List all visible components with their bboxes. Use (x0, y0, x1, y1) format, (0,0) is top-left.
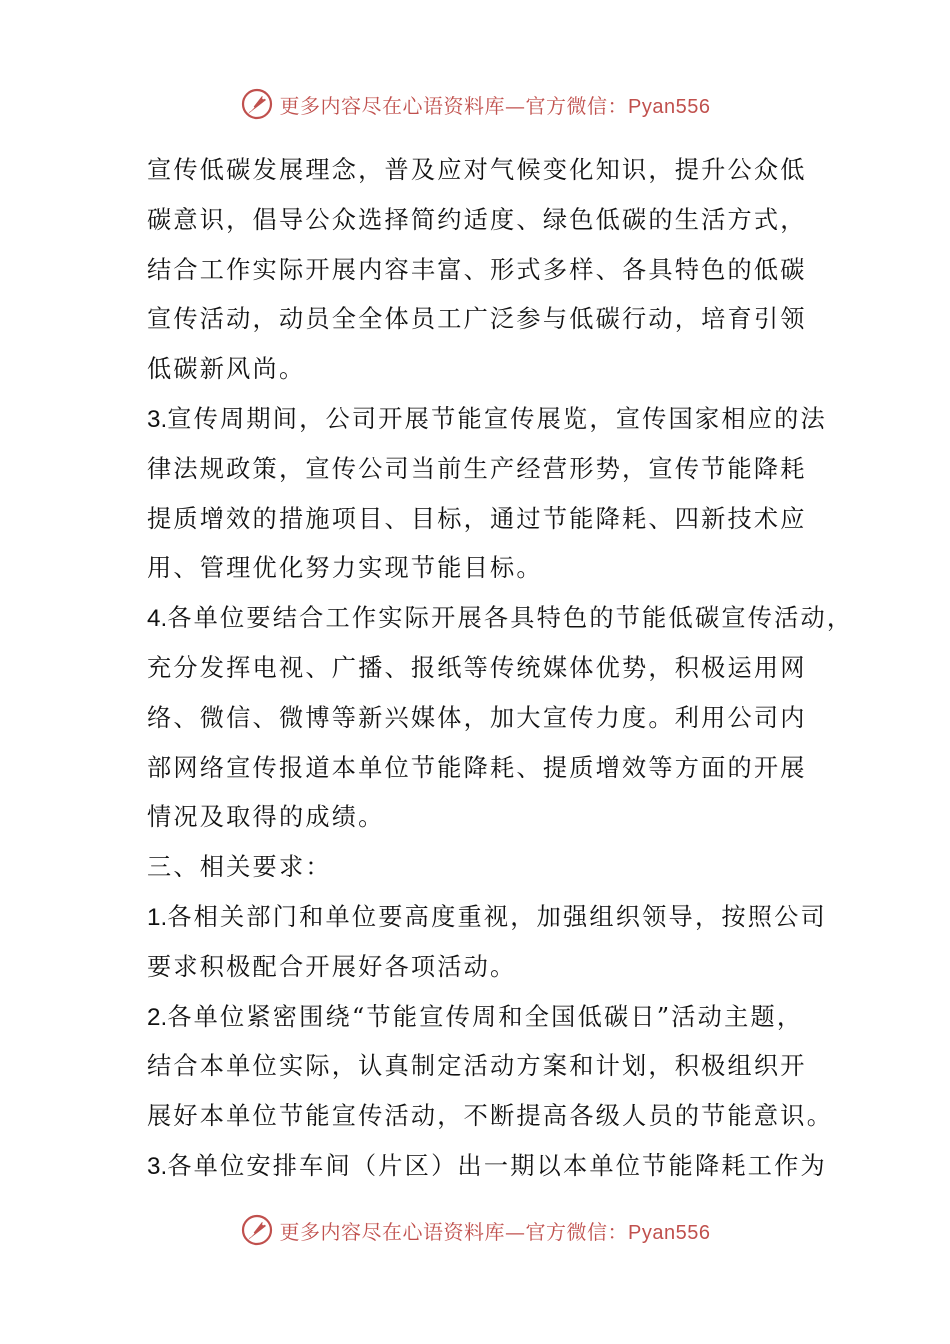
line-text: 结合工作实际开展内容丰富、形式多样、各具特色的低碳 (147, 255, 807, 284)
line-text: 各单位紧密围绕“节能宣传周和全国低碳日”活动主题， (167, 1002, 804, 1031)
paragraph-line (147, 246, 807, 296)
header-banner-text: 更多内容尽在心语资料库—官方微信：Pyan556 (279, 93, 711, 118)
list-number: 2. (147, 1003, 168, 1031)
list-number: 3. (147, 1152, 168, 1180)
pen-nib-logo-icon (240, 87, 274, 121)
line-text: 碳意识，倡导公众选择简约适度、绿色低碳的生活方式， (147, 205, 807, 234)
paragraph-line (147, 146, 807, 196)
line-text: 用、管理优化努力实现节能目标。 (147, 554, 543, 583)
paragraph-line (147, 793, 807, 843)
list-number: 3. (147, 405, 168, 433)
paragraph-line (147, 893, 827, 943)
line-text: 充分发挥电视、广播、报纸等传统媒体优势，积极运用网 (147, 653, 807, 682)
line-text: 各相关部门和单位要高度重视，加强组织领导，按照公司 (167, 902, 827, 931)
line-text: 要求积极配合开展好各项活动。 (147, 952, 517, 981)
line-text: 宣传活动，动员全全体员工广泛参与低碳行动，培育引领 (147, 305, 807, 334)
line-text: 展好本单位节能宣传活动，不断提高各级人员的节能意识。 (147, 1102, 834, 1131)
document-body (147, 146, 854, 1192)
paragraph-line (147, 1042, 807, 1092)
line-text: 结合本单位实际，认真制定活动方案和计划，积极组织开 (147, 1052, 807, 1081)
line-text: 三、相关要求： (147, 853, 332, 882)
paragraph-line (147, 395, 827, 445)
paragraph-line (147, 345, 807, 395)
paragraph-line (147, 495, 807, 545)
line-text: 低碳新风尚。 (147, 355, 306, 384)
paragraph-line (147, 1142, 827, 1192)
pen-nib-logo-icon (240, 1213, 274, 1247)
paragraph-line (147, 196, 807, 246)
line-text: 各单位要结合工作实际开展各具特色的节能低碳宣传活动， (167, 604, 854, 633)
line-text: 各单位安排车间（片区）出一期以本单位节能降耗工作为 (167, 1151, 827, 1180)
header-banner (0, 84, 950, 124)
footer-banner (0, 1210, 950, 1250)
footer-banner-text: 更多内容尽在心语资料库—官方微信：Pyan556 (279, 1219, 711, 1244)
paragraph-line (147, 744, 807, 794)
paragraph-line (147, 295, 807, 345)
paragraph-line (147, 993, 807, 1043)
paragraph-line (147, 445, 807, 495)
line-text: 络、微信、微博等新兴媒体，加大宣传力度。利用公司内 (147, 703, 807, 732)
paragraph-line (147, 1092, 834, 1142)
line-text: 律法规政策，宣传公司当前生产经营形势，宣传节能降耗 (147, 454, 807, 483)
paragraph-line (147, 544, 807, 594)
paragraph-line (147, 594, 854, 644)
paragraph-line (147, 694, 807, 744)
list-number: 1. (147, 903, 168, 931)
paragraph-line (147, 843, 807, 893)
paragraph-line (147, 943, 807, 993)
list-number: 4. (147, 605, 168, 633)
line-text: 情况及取得的成绩。 (147, 803, 385, 832)
paragraph-line (147, 644, 807, 694)
line-text: 宣传周期间，公司开展节能宣传展览，宣传国家相应的法 (167, 404, 827, 433)
line-text: 宣传低碳发展理念，普及应对气候变化知识，提升公众低 (147, 156, 807, 184)
line-text: 部网络宣传报道本单位节能降耗、提质增效等方面的开展 (147, 753, 807, 782)
line-text: 提质增效的措施项目、目标，通过节能降耗、四新技术应 (147, 504, 807, 533)
